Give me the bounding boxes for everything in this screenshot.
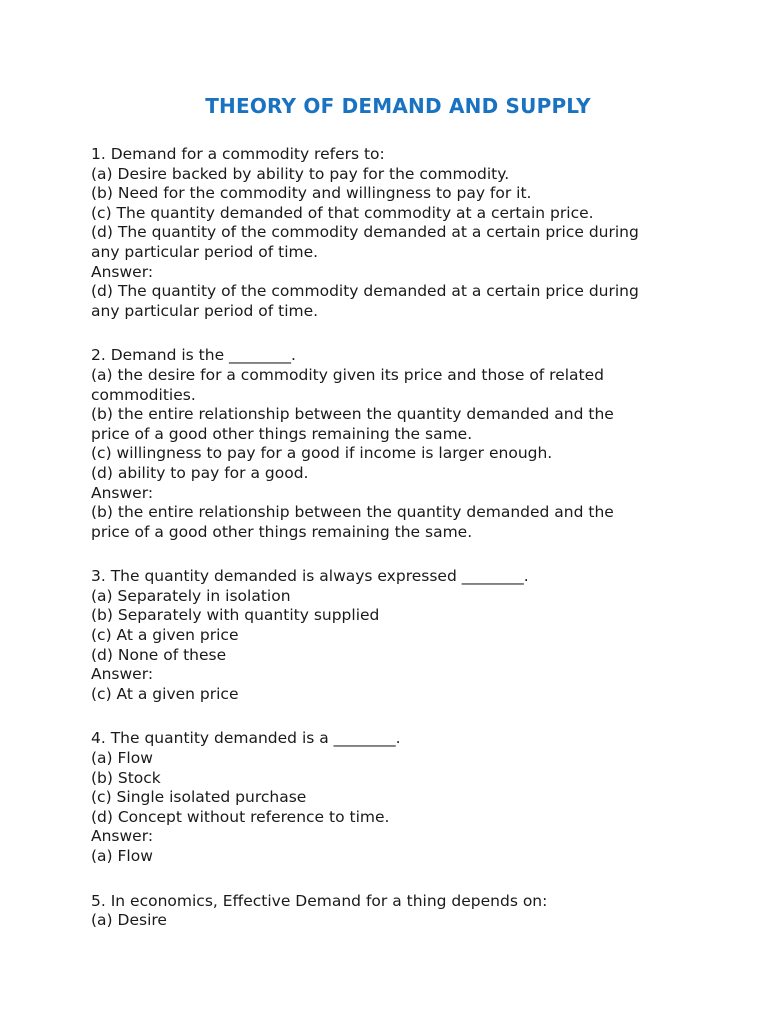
option-d-continued: any particular period of time. — [91, 242, 319, 261]
answer-label: Answer: — [91, 665, 154, 684]
document-title: THEORY OF DEMAND AND SUPPLY — [205, 94, 591, 118]
answer-text-continued: any particular period of time. — [91, 301, 319, 320]
option-b: (b) Separately with quantity supplied — [91, 606, 380, 625]
question-stem: 3. The quantity demanded is always expressed ________. — [91, 567, 529, 586]
answer-text: (a) Flow — [91, 847, 153, 865]
option-b: (b) Stock — [91, 768, 161, 787]
question-1 — [91, 145, 691, 321]
option-c: (c) willingness to pay for a good if income is larger enough. — [91, 444, 553, 463]
question-stem: 5. In economics, Effective Demand for a thing depends on: — [91, 891, 548, 910]
option-b-continued: price of a good other things remaining the same. — [91, 424, 473, 443]
answer-label: Answer: — [91, 827, 154, 846]
option-a-continued: commodities. — [91, 385, 196, 404]
answer-text: (b) the entire relationship between the quantity demanded and the — [91, 503, 614, 522]
question-stem: 2. Demand is the ________. — [91, 346, 296, 365]
answer-text: (d) The quantity of the commodity demanded at a certain price during — [91, 282, 639, 301]
question-stem: 1. Demand for a commodity refers to: — [91, 145, 385, 163]
option-a: (a) Desire backed by ability to pay for the commodity. — [91, 164, 510, 183]
question-4 — [91, 729, 691, 866]
option-a: (a) Desire — [91, 911, 167, 930]
answer-label: Answer: — [91, 262, 154, 281]
option-b: (b) Need for the commodity and willingness to pay for it. — [91, 184, 532, 203]
question-3 — [91, 567, 691, 704]
option-c: (c) At a given price — [91, 626, 239, 645]
option-b: (b) the entire relationship between the quantity demanded and the — [91, 405, 614, 424]
option-c: (c) Single isolated purchase — [91, 788, 307, 807]
question-stem: 4. The quantity demanded is a ________. — [91, 729, 401, 748]
option-d: (d) ability to pay for a good. — [91, 463, 309, 482]
option-a: (a) the desire for a commodity given its price and those of related — [91, 365, 605, 384]
question-list — [91, 145, 691, 956]
option-d: (d) Concept without reference to time. — [91, 807, 390, 826]
option-d: (d) None of these — [91, 645, 227, 664]
answer-text-continued: price of a good other things remaining the same. — [91, 522, 473, 541]
answer-text: (c) At a given price — [91, 684, 239, 703]
option-c: (c) The quantity demanded of that commodity at a certain price. — [91, 203, 594, 222]
option-d: (d) The quantity of the commodity demanded at a certain price during — [91, 223, 639, 242]
question-2 — [91, 346, 691, 542]
question-5 — [91, 892, 691, 931]
option-a: (a) Separately in isolation — [91, 586, 291, 605]
option-a: (a) Flow — [91, 749, 153, 768]
answer-label: Answer: — [91, 483, 154, 502]
